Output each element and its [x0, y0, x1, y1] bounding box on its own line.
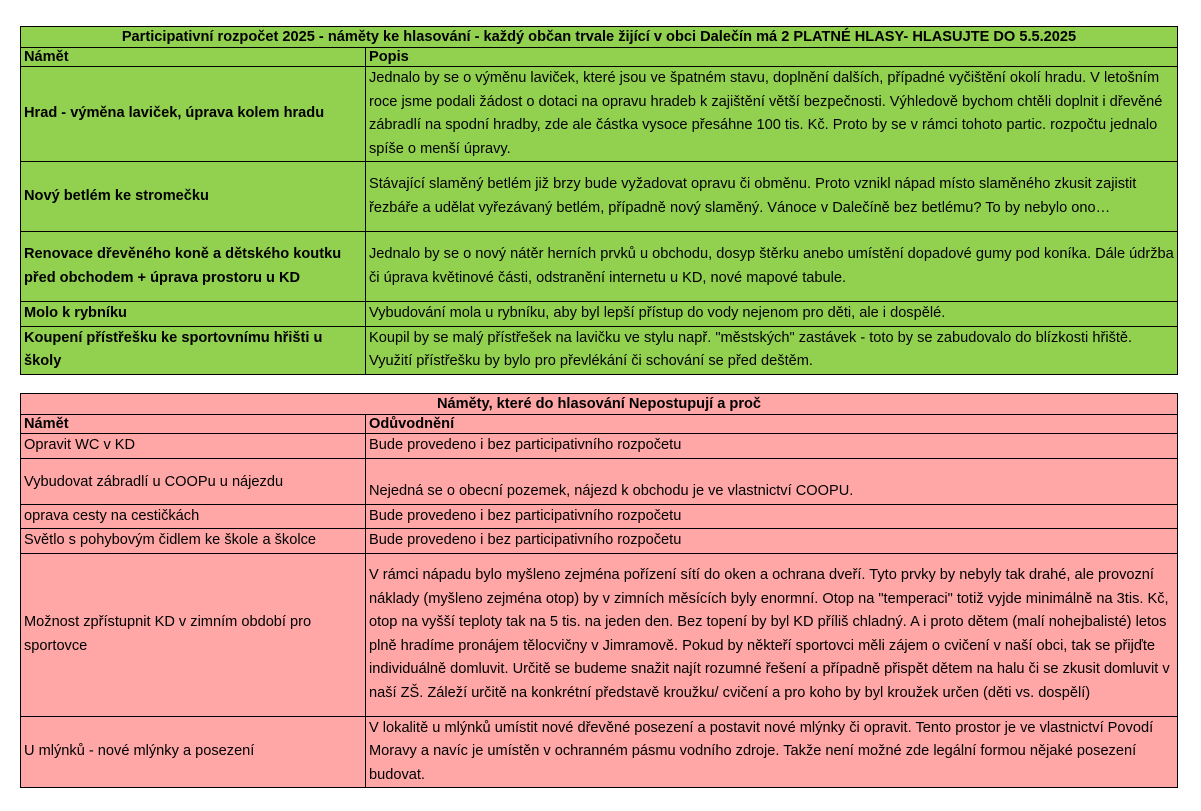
- table-row: [21, 529, 1178, 554]
- table-row: [21, 67, 1178, 162]
- proposal-topic: Molo k rybníku: [21, 302, 366, 327]
- table-row: [21, 232, 1178, 302]
- table-row: [21, 716, 1178, 788]
- column-header-reason: Odůvodnění: [366, 415, 1178, 434]
- table-title-row: [21, 394, 1178, 415]
- column-header-topic: Námět: [21, 415, 366, 434]
- proposal-topic: Nový betlém ke stromečku: [21, 162, 366, 232]
- rejected-proposals-table: [20, 393, 1178, 788]
- rejected-topic: Světlo s pohybovým čidlem ke škole a školce: [21, 529, 366, 554]
- header-row: [21, 415, 1178, 434]
- table-row: [21, 302, 1178, 327]
- proposal-description: Vybudování mola u rybníku, aby byl lepší přístup do vody nejenom pro děti, ale i dospělé.: [366, 302, 1178, 327]
- rejected-reason: Nejedná se o obecní pozemek, nájezd k obchodu je ve vlastnictví COOPU.: [366, 458, 1178, 504]
- proposal-description: Stávající slaměný betlém již brzy bude vyžadovat opravu či obměnu. Proto vznikl nápad místo slaměného zkusit zajistit řezbáře a udělat vyřezávaný betlém, případně nový slaměný. Vánoce v Dalečíně bez betlému? To by nebylo ono…: [366, 162, 1178, 232]
- rejected-reason: Bude provedeno i bez participativního rozpočetu: [366, 434, 1178, 459]
- table-row: [21, 326, 1178, 374]
- column-header-topic: Námět: [21, 48, 366, 67]
- proposal-topic: Renovace dřevěného koně a dětského koutku před obchodem + úprava prostoru u KD: [21, 232, 366, 302]
- proposal-description: Jednalo by se o výměnu laviček, které jsou ve špatném stavu, doplnění dalších, případné vyčištění okolí hradu. V letošním roce jsme podali žádost o dotaci na opravu hradeb k zajištění větší bezpečnosti. Výhledově bychom chtěli doplnit i dřevěné zábradlí na spodní hradby, zde ale částka vysoce přesáhne 100 tis. Kč. Proto by se v rámci tohoto partic. rozpočtu jednalo spíše o menší úpravy.: [366, 67, 1178, 162]
- proposal-description: Jednalo by se o nový nátěr herních prvků u obchodu, dosyp štěrku anebo umístění dopadové gumy pod koníka. Dále údržba či úprava květinové části, odstranění internetu u KD, nové mapové tabule.: [366, 232, 1178, 302]
- table-row: [21, 553, 1178, 716]
- rejected-topic: Opravit WC v KD: [21, 434, 366, 459]
- rejected-reason: Bude provedeno i bez participativního rozpočetu: [366, 529, 1178, 554]
- proposal-topic: Koupení přístřešku ke sportovnímu hřišti u školy: [21, 326, 366, 374]
- rejected-topic: oprava cesty na cestičkách: [21, 504, 366, 529]
- column-header-description: Popis: [366, 48, 1178, 67]
- table-row: [21, 162, 1178, 232]
- rejected-reason: V lokalitě u mlýnků umístit nové dřevěné posezení a postavit nové mlýnky či opravit. Tento prostor je ve vlastnictví Povodí Moravy a navíc je umístěn v ochranném pásmu vodního zdroje. Takže není možné zde legální formou nějaké posezení budovat.: [366, 716, 1178, 788]
- rejected-topic: U mlýnků - nové mlýnky a posezení: [21, 716, 366, 788]
- table-title-row: [21, 27, 1178, 48]
- rejected-topic: Možnost zpřístupnit KD v zimním období pro sportovce: [21, 553, 366, 716]
- table-row: [21, 504, 1178, 529]
- table-title: Náměty, které do hlasování Nepostupují a proč: [21, 394, 1178, 415]
- table-row: [21, 458, 1178, 504]
- rejected-topic: Vybudovat zábradlí u COOPu u nájezdu: [21, 458, 366, 504]
- rejected-reason: Bude provedeno i bez participativního rozpočetu: [366, 504, 1178, 529]
- table-row: [21, 434, 1178, 459]
- rejected-reason: V rámci nápadu bylo myšleno zejména pořízení sítí do oken a ochrana dveří. Tyto prvky by nebyly tak drahé, ale provozní náklady (myšleno zejména otop) by v zimních měsících byly enormní. Otop na "temperaci" totiž vyjde minimálně na 3tis. Kč, otop na vyšší teploty tak na 5 tis. na jeden den. Bez topení by byl KD příliš chladný. A i proto dětem (malí nohejbalisté) letos plně hradíme pronájem tělocvičny v Jimramově. Pokud by někteří sportovci měli zájem o cvičení v naší obci, tak se přijďte individuálně domluvit. Určitě se budeme snažit najít rozumné řešení a případně přispět dětem na halu či se zkusit domluvit v naší ZŠ. Záleží určitě na konkrétní představě kroužku/ cvičení a pro koho by byl kroužek určen (děti vs. dospělí): [366, 553, 1178, 716]
- proposal-topic: Hrad - výměna laviček, úprava kolem hradu: [21, 67, 366, 162]
- table-title: Participativní rozpočet 2025 - náměty ke hlasování - každý občan trvale žijící v obci Dalečín má 2 PLATNÉ HLASY- HLASUJTE DO 5.5.2025: [21, 27, 1178, 48]
- voting-proposals-table: [20, 26, 1178, 375]
- proposal-description: Koupil by se malý přístřešek na lavičku ve stylu např. "městských" zastávek - toto by se zabudovalo do blízkosti hřiště. Využití přístřešku by bylo pro převlékání či schování se před deštěm.: [366, 326, 1178, 374]
- header-row: [21, 48, 1178, 67]
